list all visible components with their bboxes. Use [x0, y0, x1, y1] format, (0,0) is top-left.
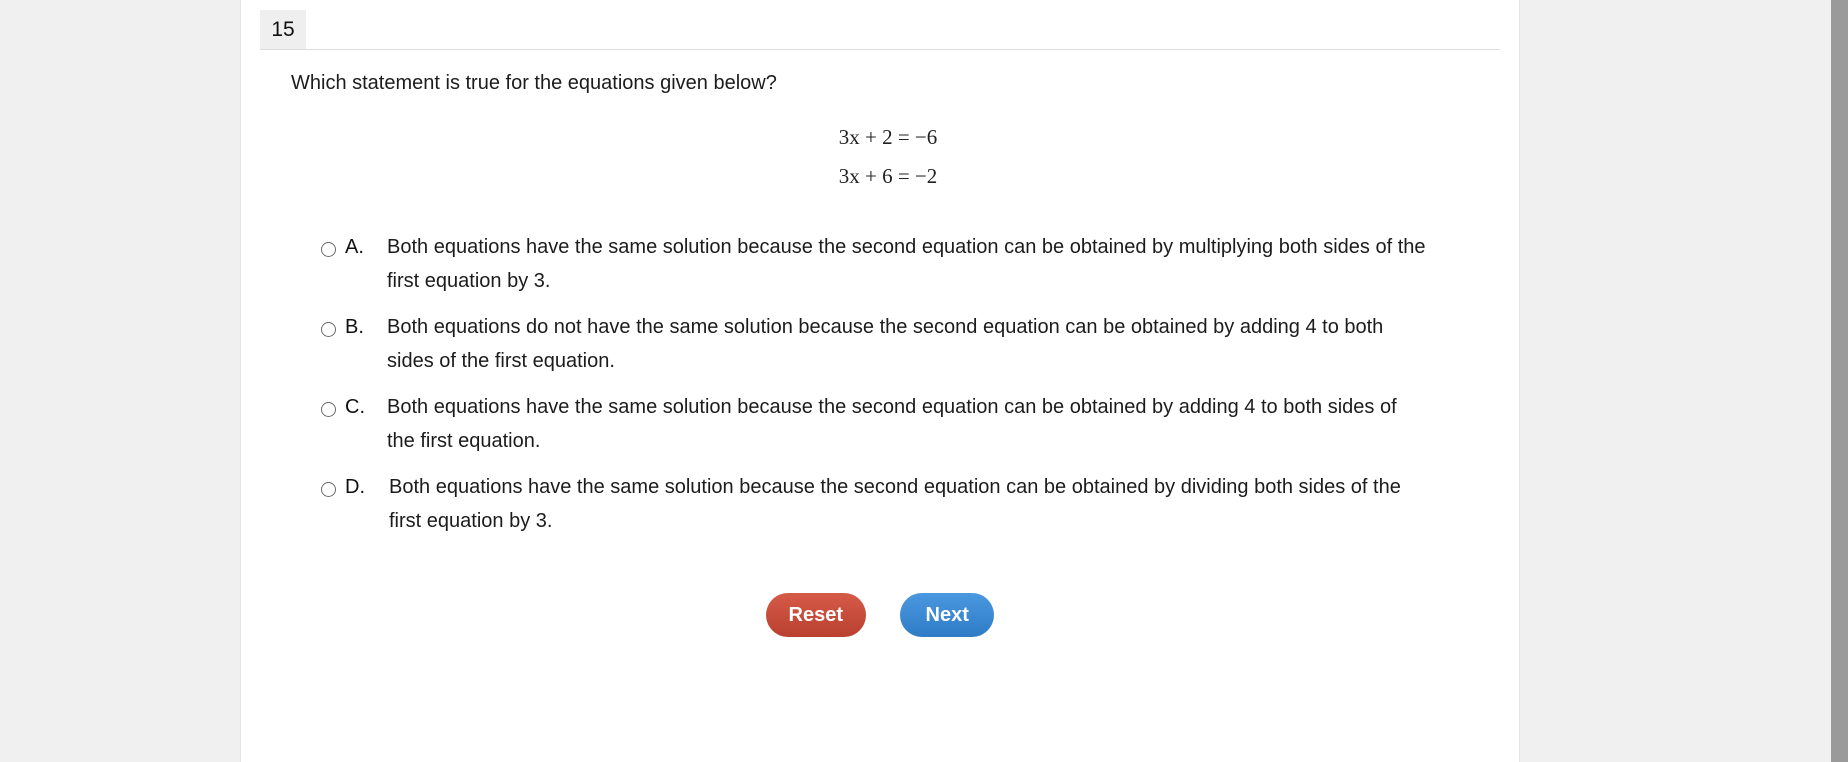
option-letter: D. — [345, 476, 365, 498]
scrollbar[interactable] — [1831, 0, 1848, 762]
question-prompt: Which statement is true for the equations given below? — [291, 72, 777, 94]
radio-button-a[interactable] — [321, 242, 336, 257]
next-button[interactable]: Next — [900, 593, 994, 637]
answer-options — [321, 236, 1441, 556]
option-c[interactable] — [321, 396, 1441, 476]
option-letter: B. — [345, 316, 364, 338]
question-header — [260, 10, 1500, 50]
option-letter: A. — [345, 236, 364, 258]
radio-button-b[interactable] — [321, 322, 336, 337]
option-letter: C. — [345, 396, 365, 418]
reset-button[interactable]: Reset — [766, 593, 866, 637]
equation-1: 3x + 2 = −6 — [838, 125, 938, 149]
option-d[interactable] — [321, 476, 1441, 556]
radio-button-d[interactable] — [321, 482, 336, 497]
radio-button-c[interactable] — [321, 402, 336, 417]
option-text: Both equations do not have the same solution because the second equation can be obtained by adding 4 to both sides of the first equation. — [387, 316, 1384, 372]
question-panel — [240, 0, 1520, 762]
equation-2: 3x + 6 = −2 — [838, 164, 938, 188]
button-row — [241, 593, 1519, 637]
question-number: 15 — [260, 10, 306, 49]
option-text: Both equations have the same solution because the second equation can be obtained by adding 4 to both sides of the first equation. — [387, 396, 1397, 452]
option-a[interactable] — [321, 236, 1441, 316]
option-text: Both equations have the same solution because the second equation can be obtained by multiplying both sides of the first equation by 3. — [387, 236, 1426, 292]
equations — [241, 118, 1519, 196]
option-b[interactable] — [321, 316, 1441, 396]
option-text: Both equations have the same solution because the second equation can be obtained by dividing both sides of the first equation by 3. — [389, 476, 1401, 532]
